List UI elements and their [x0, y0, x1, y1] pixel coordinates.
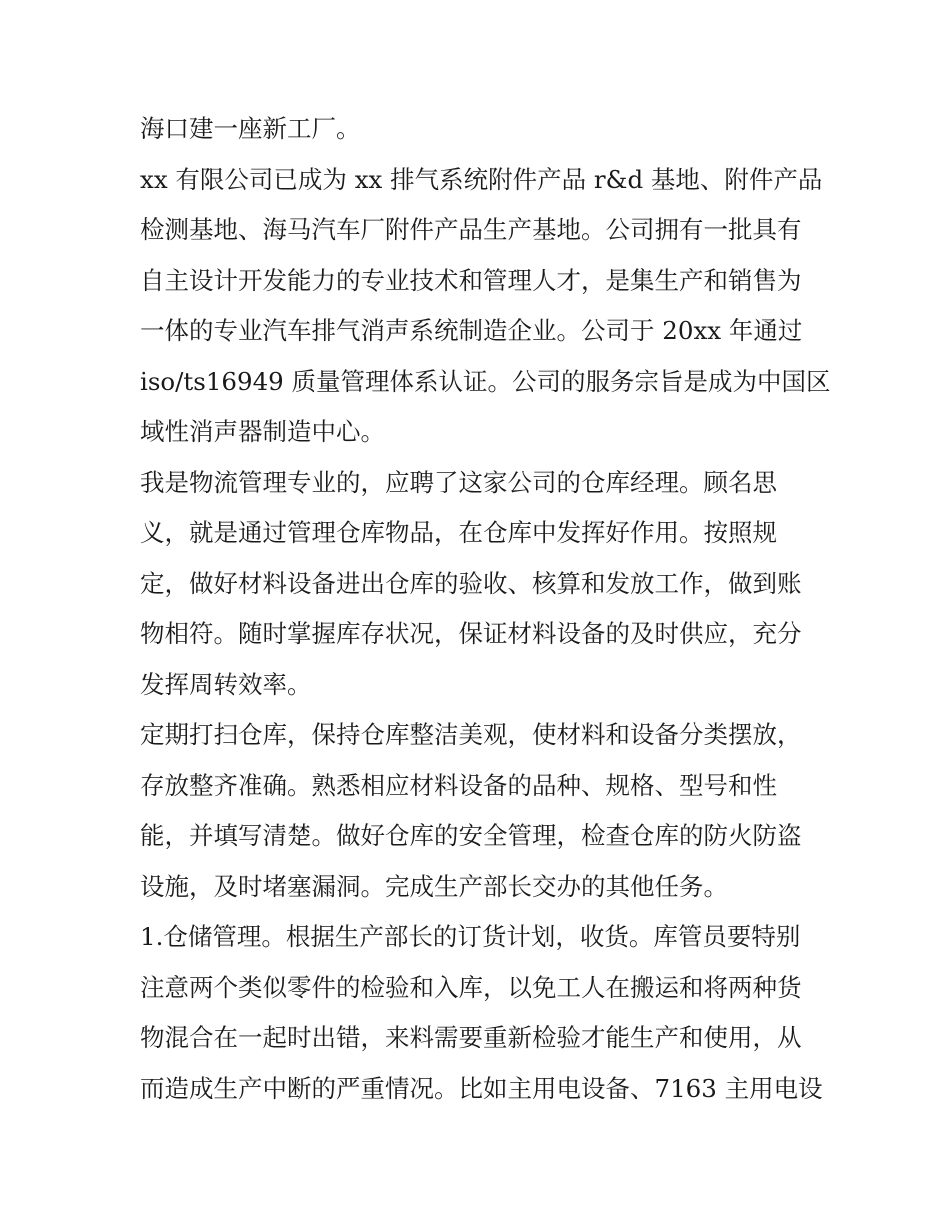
text-line: 检测基地、海马汽车厂附件产品生产基地。公司拥有一批具有 [140, 215, 802, 244]
text-line: 注意两个类似零件的检验和入库，以免工人在搬运和将两种货 [140, 972, 802, 1002]
text-line: 一体的专业汽车排气消声系统制造企业。公司于 20xx 年通过 [140, 316, 803, 345]
text-line: 物混合在一起时出错，来料需要重新检验才能生产和使用，从 [140, 1023, 802, 1052]
text-line: 存放整齐准确。熟悉相应材料设备的品种、规格、型号和性 [140, 770, 777, 800]
text-line: xx 有限公司已成为 xx 排气系统附件产品 r&d 基地、附件产品 [140, 164, 823, 194]
text-line: 义，就是通过管理仓库物品，在仓库中发挥好作用。按照规 [140, 518, 777, 547]
text-line: 而造成生产中断的严重情况。比如主用电设备、7163 主用电设 [140, 1073, 823, 1103]
text-line: 能，并填写清楚。做好仓库的安全管理，检查仓库的防火防盗 [140, 821, 802, 850]
text-line: 定，做好材料设备进出仓库的验收、核算和发放工作，做到账 [140, 568, 802, 598]
document-body [140, 104, 831, 1114]
text-line: 发挥周转效率。 [140, 669, 312, 699]
text-line: 海口建一座新工厂。 [140, 114, 361, 143]
text-line: 域性消声器制造中心。 [140, 417, 385, 446]
text-line: 设施，及时堵塞漏洞。完成生产部长交办的其他任务。 [140, 871, 728, 901]
text-line: 自主设计开发能力的专业技术和管理人才，是集生产和销售为 [140, 265, 802, 295]
text-line: iso/ts16949 质量管理体系认证。公司的服务宗旨是成为中国区 [140, 366, 831, 396]
text-line: 定期打扫仓库，保持仓库整洁美观，使材料和设备分类摆放， [140, 720, 802, 749]
text-line: 1.仓储管理。根据生产部长的订货计划，收货。库管员要特别 [140, 922, 801, 951]
text-line: 物相符。随时掌握库存状况，保证材料设备的及时供应，充分 [140, 619, 802, 648]
text-line: 我是物流管理专业的，应聘了这家公司的仓库经理。顾名思 [140, 467, 777, 497]
